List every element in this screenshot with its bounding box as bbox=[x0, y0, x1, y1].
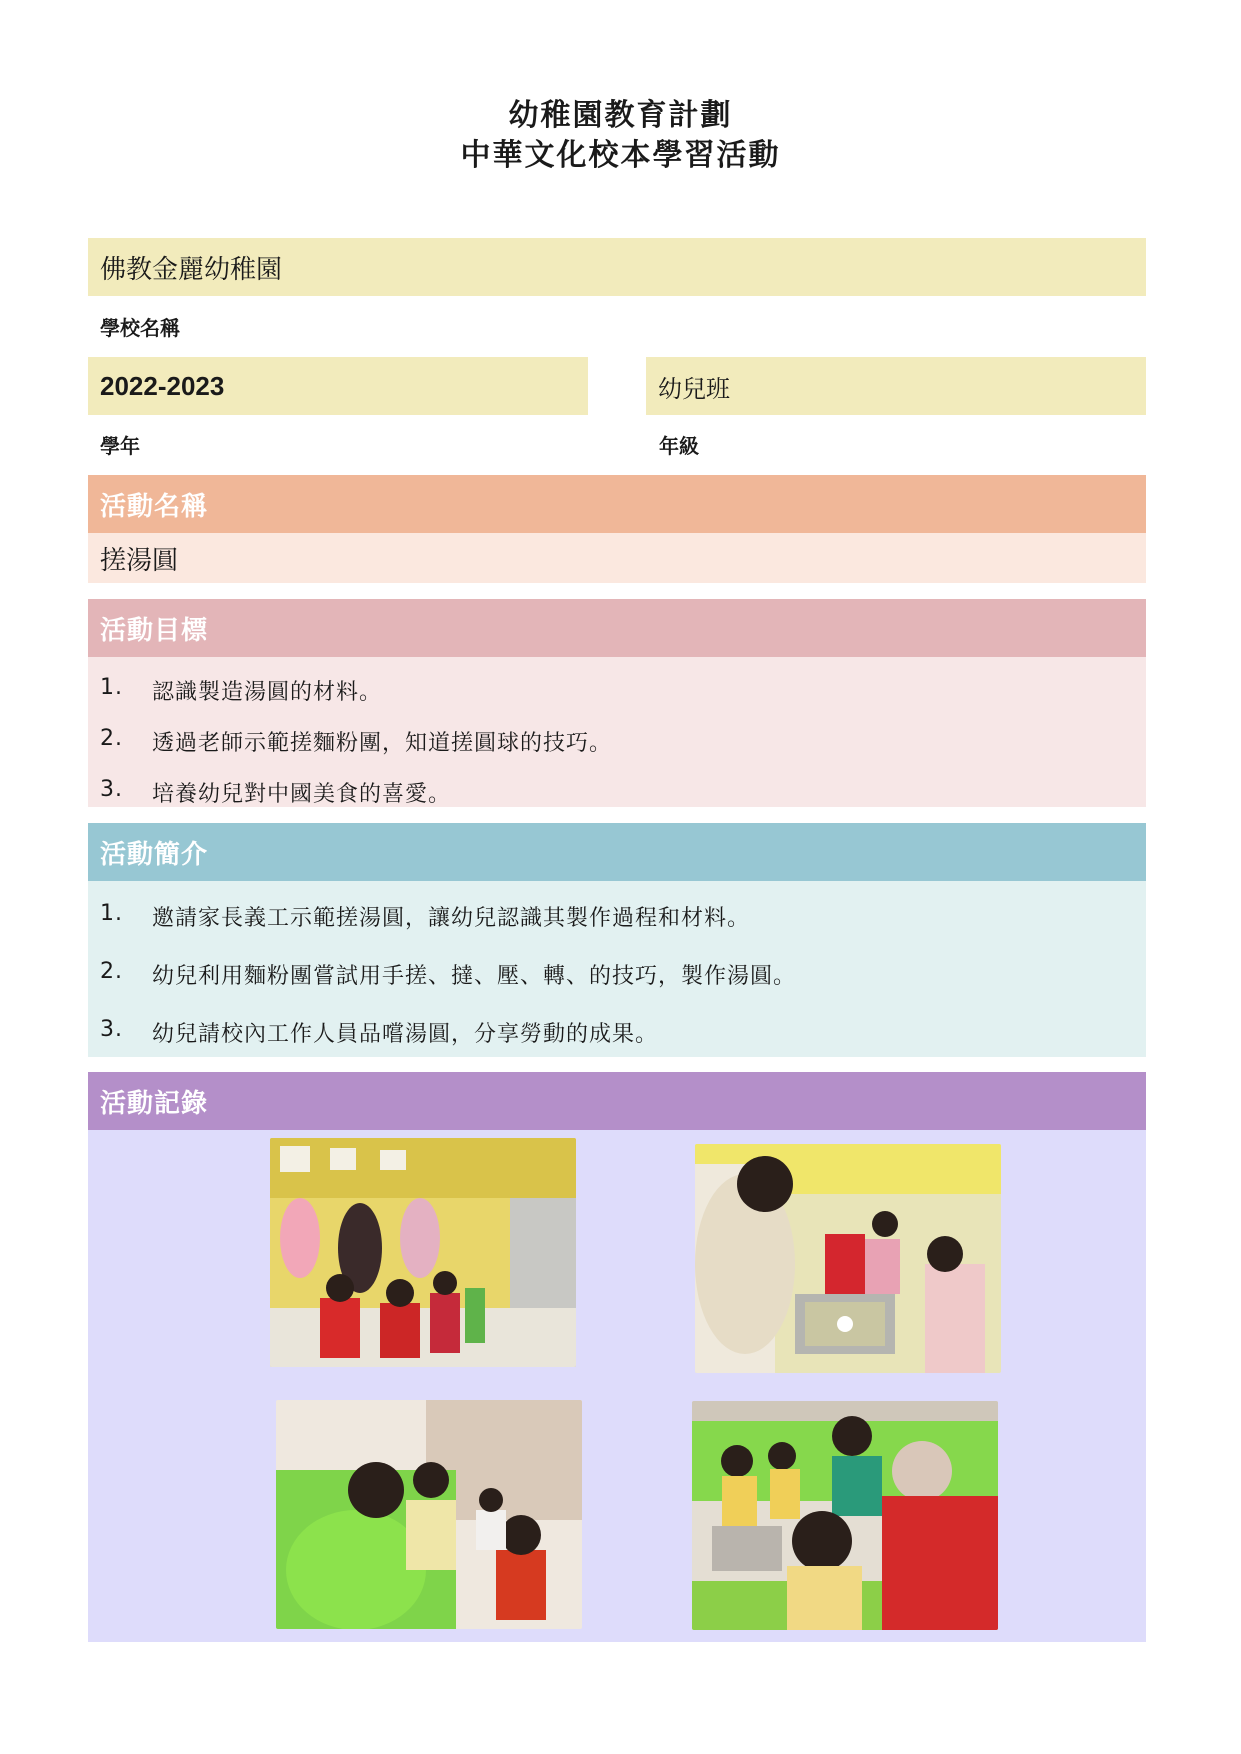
list-item bbox=[88, 901, 1146, 932]
document-subtitle: 中華文化校本學習活動 bbox=[460, 138, 781, 173]
activity-photo-1 bbox=[270, 1138, 576, 1367]
activity-photo-2 bbox=[695, 1144, 1001, 1373]
item-text: 幼兒請校內工作人員品嚐湯圓，分享勞動的成果。 bbox=[152, 1022, 659, 1047]
school-year-field bbox=[88, 357, 588, 415]
school-name-field bbox=[88, 238, 1146, 296]
item-text: 邀請家長義工示範搓湯圓，讓幼兒認識其製作過程和材料。 bbox=[152, 906, 751, 931]
activity-photo-3 bbox=[276, 1400, 582, 1629]
objectives-heading: 活動目標 bbox=[88, 599, 1146, 657]
photo-4-illustration bbox=[692, 1401, 998, 1630]
school-name-value: 佛教金麗幼稚園 bbox=[100, 254, 283, 285]
list-item bbox=[88, 726, 1146, 757]
record-heading: 活動記錄 bbox=[88, 1072, 1146, 1130]
objectives-body bbox=[88, 657, 1146, 807]
item-number: 3. bbox=[100, 777, 123, 802]
grade-label: 年級 bbox=[659, 434, 699, 458]
list-item bbox=[88, 1017, 1146, 1048]
intro-heading: 活動簡介 bbox=[88, 823, 1146, 881]
activity-name-heading: 活動名稱 bbox=[88, 475, 1146, 533]
activity-name-value: 搓湯圓 bbox=[100, 545, 179, 576]
photo-1-illustration bbox=[270, 1138, 576, 1367]
photo-2-illustration bbox=[695, 1144, 1001, 1373]
grade-value: 幼兒班 bbox=[658, 374, 730, 403]
activity-photo-4 bbox=[692, 1401, 998, 1630]
item-text: 培養幼兒對中國美食的喜愛。 bbox=[152, 782, 452, 807]
item-number: 3. bbox=[100, 1017, 123, 1042]
list-item bbox=[88, 675, 1146, 706]
list-item bbox=[88, 777, 1146, 808]
list-item bbox=[88, 959, 1146, 990]
school-name-label: 學校名稱 bbox=[100, 316, 180, 340]
document-title: 幼稚園教育計劃 bbox=[508, 98, 733, 133]
photo-3-illustration bbox=[276, 1400, 582, 1629]
item-number: 1. bbox=[100, 675, 123, 700]
school-year-value: 2022-2023 bbox=[100, 370, 225, 401]
item-text: 認識製造湯圓的材料。 bbox=[152, 680, 383, 705]
item-number: 1. bbox=[100, 901, 123, 926]
item-text: 透過老師示範搓麵粉團，知道搓圓球的技巧。 bbox=[152, 731, 613, 756]
item-number: 2. bbox=[100, 959, 123, 984]
grade-field bbox=[646, 357, 1146, 415]
activity-name-field bbox=[88, 533, 1146, 583]
school-year-label: 學年 bbox=[100, 434, 140, 458]
item-number: 2. bbox=[100, 726, 123, 751]
item-text: 幼兒利用麵粉團嘗試用手搓、撻、壓、轉、的技巧，製作湯圓。 bbox=[152, 964, 797, 989]
intro-body bbox=[88, 881, 1146, 1057]
